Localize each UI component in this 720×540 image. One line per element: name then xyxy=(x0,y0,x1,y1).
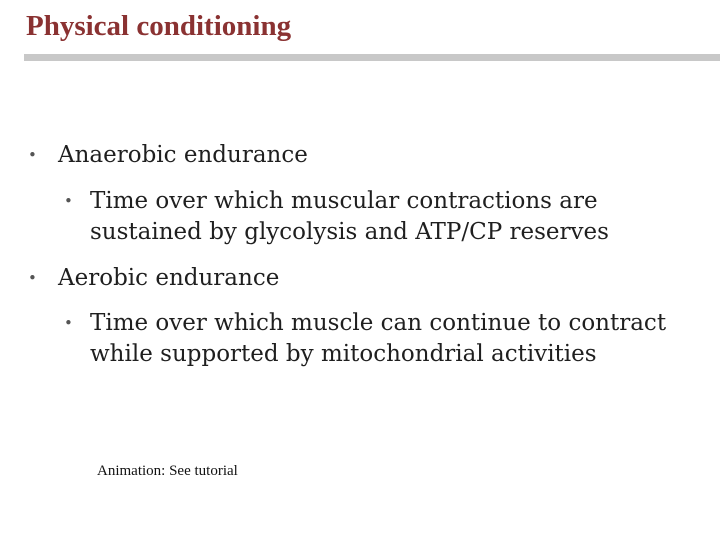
bullet-aerobic-endurance xyxy=(28,263,708,294)
bullet-anaerobic-endurance xyxy=(28,140,708,171)
slide-title: Physical conditioning xyxy=(26,10,292,42)
bullet-marker: • xyxy=(64,192,73,210)
bullet-marker: • xyxy=(28,269,37,287)
bullet-text: Aerobic endurance xyxy=(58,265,280,291)
sub-bullet-aerobic-definition xyxy=(64,308,704,370)
sub-bullet-text: Time over which muscular contractions are sustained by glycolysis and ATP/CP reserves xyxy=(90,188,609,245)
bullet-text: Anaerobic endurance xyxy=(58,142,308,168)
sub-bullet-text: Time over which muscle can continue to contract while supported by mitochondrial activities xyxy=(90,310,667,367)
sub-bullet-anaerobic-definition xyxy=(64,186,704,248)
bullet-marker: • xyxy=(28,146,37,164)
bullet-marker: • xyxy=(64,314,73,332)
animation-note: Animation: See tutorial xyxy=(97,463,238,479)
title-divider xyxy=(24,54,720,61)
